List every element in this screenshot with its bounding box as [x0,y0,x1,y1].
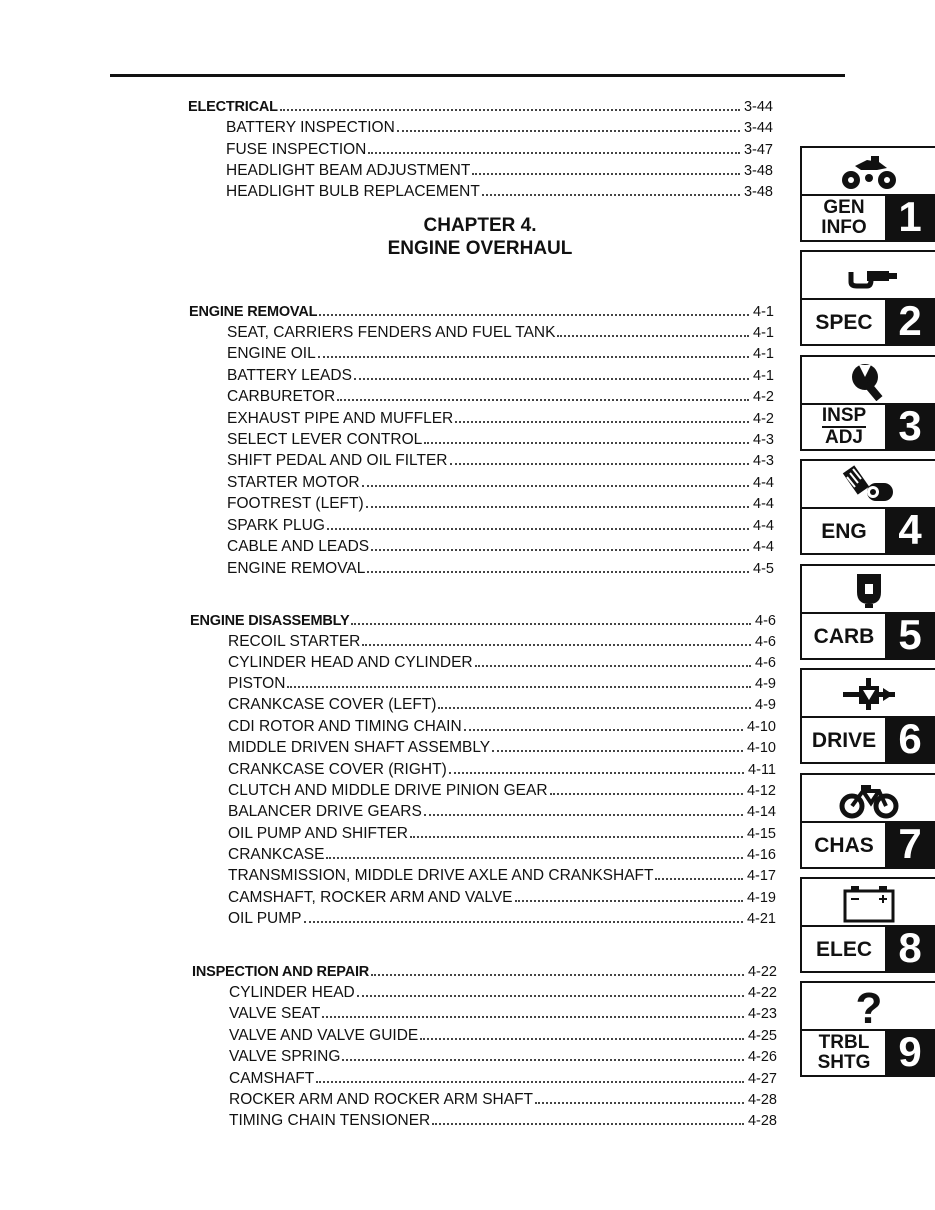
toc-heading-engine-disassembly[interactable] [190,603,776,629]
toc-item-title: ROCKER ARM AND ROCKER ARM SHAFT [229,1091,534,1108]
tab-label-area [802,298,935,344]
tab-icon-area [802,670,935,718]
toc-page: 4-14 [746,804,776,820]
chapter-tab-eng[interactable] [800,459,935,555]
toc-page: 4-9 [755,697,776,713]
toc-item[interactable] [226,174,773,200]
leader-dots [557,315,749,337]
toc-page: 4-12 [746,783,776,799]
toc-page: 4-28 [747,1113,777,1129]
toc-heading-title: ENGINE DISASSEMBLY [190,613,350,629]
drive-icon [837,674,901,714]
toc-page: 4-28 [747,1092,777,1108]
tab-number: 6 [885,716,935,762]
toc-heading-inspection-repair[interactable] [192,954,777,980]
toc-page: 4-16 [746,847,776,863]
tab-number: 8 [885,925,935,971]
leader-dots [397,110,740,132]
tab-label: GEN INFO [821,197,867,238]
leader-dots [354,358,749,380]
tab-number: 1 [885,194,935,240]
chapter-name: ENGINE OVERHAUL [387,238,573,259]
leader-dots [326,837,743,859]
leader-dots [337,379,749,401]
toc-heading-electrical[interactable] [188,89,773,115]
tab-label: ELEC [815,937,872,961]
leader-dots [535,1082,744,1104]
leader-dots [464,709,743,731]
toc-page: 4-6 [755,634,776,650]
toc-item[interactable] [229,1103,777,1129]
chapter-tab-trbl-shtg[interactable] [800,981,935,1077]
leader-dots [280,89,740,111]
leader-dots [322,996,744,1018]
toc-item[interactable] [229,996,777,1022]
leader-dots [450,443,750,465]
toc-page: 4-22 [747,964,777,980]
leader-dots [316,1061,744,1083]
leader-dots [342,1039,744,1061]
toc-item[interactable] [228,645,776,671]
toc-page: 4-2 [753,389,774,405]
leader-dots [492,730,743,752]
toc-item-title: FOOTREST (LEFT) [227,495,364,512]
tab-number: 7 [885,821,935,867]
toc-item-title: TIMING CHAIN TENSIONER [229,1112,431,1129]
tab-label-area [802,821,935,867]
toc-page: 4-15 [746,826,776,842]
tab-label: DRIVE [811,728,877,752]
toc-item-title: HEADLIGHT BULB REPLACEMENT [226,183,480,200]
tab-label: CARB [813,624,875,648]
toc-item-title: CLUTCH AND MIDDLE DRIVE PINION GEAR [228,782,548,799]
leader-dots [367,551,749,573]
toc-page: 3-48 [743,163,773,179]
toc-page: 4-23 [747,1006,777,1022]
toc-page: 3-48 [743,184,773,200]
toc-page: 4-10 [746,740,776,756]
toc-page: 4-26 [747,1049,777,1065]
toc-page: 3-47 [743,142,773,158]
toc-item[interactable] [228,752,776,778]
toc-item[interactable] [227,422,774,448]
toc-heading-title: ENGINE REMOVAL [189,304,318,320]
tab-label: SPEC [815,310,873,334]
leader-dots [351,603,751,625]
leader-dots [455,401,749,423]
toc-item-title: CRANKCASE [228,846,325,863]
toc-page: 4-9 [755,676,776,692]
toc-item-title: CABLE AND LEADS [227,538,370,555]
leader-dots [475,645,751,667]
leader-dots [515,880,743,902]
toc-item-title: ENGINE REMOVAL [227,560,366,577]
toc-page: 4-17 [746,868,776,884]
leader-dots [304,901,743,923]
tab-number: 5 [885,612,935,658]
chapter-number: CHAPTER 4. [423,215,537,236]
chapter-tab-elec[interactable] [800,877,935,973]
toc-item-title: VALVE SEAT [229,1005,321,1022]
toc-page: 4-6 [755,655,776,671]
toc-page: 4-4 [753,475,774,491]
tab-label: ENG [821,519,867,543]
tab-icon-area [802,461,935,509]
toc-item-title: BALANCER DRIVE GEARS [228,803,422,820]
toc-item-title: EXHAUST PIPE AND MUFFLER [227,410,454,427]
chapter-title [300,214,660,260]
tab-label: CHAS [814,833,874,857]
toc-item[interactable] [227,508,774,534]
toc-item-title: VALVE AND VALVE GUIDE [229,1027,419,1044]
toc-item[interactable] [227,443,774,469]
toc-item[interactable] [229,1061,777,1087]
toc-page: 4-4 [753,539,774,555]
toc-item-title: CRANKCASE COVER (LEFT) [228,696,437,713]
toc-item[interactable] [228,901,776,927]
toc-page: 4-5 [753,561,774,577]
toc-page: 4-19 [746,890,776,906]
leader-dots [655,858,742,880]
toc-item-title: VALVE SPRING [229,1048,341,1065]
toc-item-title: CRANKCASE COVER (RIGHT) [228,761,447,778]
toc-item-title: HEADLIGHT BEAM ADJUSTMENT [226,162,471,179]
toc-page: 4-22 [747,985,777,1001]
toc-item-title: STARTER MOTOR [227,474,360,491]
toc-item-title: CARBURETOR [227,388,336,405]
toc-page: 4-27 [747,1071,777,1087]
toc-item[interactable] [229,1039,777,1065]
toc-item-title: FUSE INSPECTION [226,141,367,158]
leader-dots [472,153,740,175]
toc-item[interactable] [228,794,776,820]
toc-heading-title: INSPECTION AND REPAIR [192,964,370,980]
toc-page: 4-10 [746,719,776,735]
tab-label-area [802,612,935,658]
toc-item[interactable] [227,336,774,362]
toc-item-title: SPARK PLUG [227,517,325,534]
toc-page: 4-11 [748,762,776,778]
leader-dots [366,486,749,508]
tab-label: TRBL SHTG [817,1032,871,1073]
chapter-tab-drive[interactable] [800,668,935,764]
toc-item[interactable] [227,551,774,577]
toc-item-title: SHIFT PEDAL AND OIL FILTER [227,452,448,469]
tab-number: 2 [885,298,935,344]
toc-page: 4-1 [753,346,774,362]
chapter-tab-insp-adj[interactable] [800,355,935,451]
toc-item[interactable] [228,687,776,713]
chapter-tab-spec[interactable] [800,250,935,346]
atv-icon [837,152,901,192]
toc-item-title: SEAT, CARRIERS FENDERS AND FUEL TANK [227,324,556,341]
svg-text:?: ? [855,985,882,1029]
toc-page: 4-1 [753,368,774,384]
leader-dots [357,975,744,997]
toc-item[interactable] [227,401,774,427]
tab-label-area [802,925,935,971]
toc-item[interactable] [227,379,774,405]
toc-item[interactable] [228,624,776,650]
leader-dots [449,752,744,774]
toc-item-title: RECOIL STARTER [228,633,361,650]
toc-item[interactable] [227,529,774,555]
toc-item-title: OIL PUMP AND SHIFTER [228,825,409,842]
tab-number: 3 [885,403,935,449]
toc-item[interactable] [228,666,776,692]
tab-number: 9 [885,1029,935,1075]
tab-icon-area [802,879,935,927]
toc-item[interactable] [228,880,776,906]
leader-dots [318,336,749,358]
toc-item-title: BATTERY INSPECTION [226,119,395,136]
leader-dots [362,624,751,646]
tab-icon-area [802,566,935,614]
leader-dots [438,687,751,709]
toc-item[interactable] [226,132,773,158]
leader-dots [550,773,743,795]
tab-icon-area [802,983,935,1031]
toc-item[interactable] [229,1018,777,1044]
tab-label-area [802,194,935,240]
leader-dots [424,422,749,444]
toc-item-title: TRANSMISSION, MIDDLE DRIVE AXLE AND CRANKSHAFT [228,867,654,884]
wrench-gauge-icon [837,256,901,296]
toc-item[interactable] [227,465,774,491]
toc-item[interactable] [228,816,776,842]
toc-page: 4-3 [753,432,774,448]
toc-page: 4-4 [753,496,774,512]
toc-item-title: OIL PUMP [228,910,302,927]
toc-item[interactable] [226,153,773,179]
toc-item-title: CYLINDER HEAD AND CYLINDER [228,654,473,671]
toc-page: 4-4 [753,518,774,534]
leader-dots [420,1018,744,1040]
tab-icon-area [802,775,935,823]
carburetor-icon [837,570,901,610]
toc-item-title: BATTERY LEADS [227,367,352,384]
toc-item[interactable] [228,773,776,799]
tab-label-area [802,507,935,553]
leader-dots [368,132,740,154]
tab-label: INSP ADJ [821,405,867,448]
toc-page: 3-44 [743,99,773,115]
leader-dots [432,1103,744,1125]
toc-item[interactable] [228,709,776,735]
toc-item[interactable] [228,730,776,756]
toc-heading-engine-removal[interactable] [189,294,774,320]
leader-dots [287,666,751,688]
toc-item[interactable] [227,486,774,512]
battery-icon [837,883,901,923]
chapter-tab-carb[interactable] [800,564,935,660]
toc-item[interactable] [227,315,774,341]
toc-item[interactable] [229,1082,777,1108]
toc-page: 4-21 [746,911,776,927]
tab-icon-area [802,148,935,196]
toc-page: 4-3 [753,453,774,469]
toc-item-title: CAMSHAFT [229,1070,315,1087]
leader-dots [327,508,749,530]
question-icon [837,985,901,1029]
leader-dots [424,794,743,816]
toc-item[interactable] [227,358,774,384]
wrench-icon [837,361,901,401]
tab-label-area [802,1029,935,1075]
toc-page: 4-1 [753,325,774,341]
toc-item-title: CYLINDER HEAD [229,984,355,1001]
toc-item-title: CDI ROTOR AND TIMING CHAIN [228,718,462,735]
leader-dots [482,174,740,196]
toc-item-title: CAMSHAFT, ROCKER ARM AND VALVE [228,889,513,906]
toc-page: 4-1 [753,304,774,320]
toc-item-title: MIDDLE DRIVEN SHAFT ASSEMBLY [228,739,491,756]
toc-item-title: ENGINE OIL [227,345,316,362]
leader-dots [319,294,749,316]
toc-heading-title: ELECTRICAL [188,99,278,115]
toc-item[interactable] [228,858,776,884]
tab-label-area [802,403,935,449]
engine-icon [837,465,901,505]
toc-page: 4-25 [747,1028,777,1044]
leader-dots [410,816,743,838]
tab-icon-area [802,357,935,405]
toc-item[interactable] [229,975,777,1001]
chassis-icon [837,779,901,819]
toc-item-title: PISTON [228,675,286,692]
toc-item[interactable] [226,110,773,136]
toc-item[interactable] [228,837,776,863]
leader-dots [371,954,744,976]
tab-icon-area [802,252,935,300]
chapter-tab-gen-info[interactable] [800,146,935,242]
tab-label-area [802,716,935,762]
tab-number: 4 [885,507,935,553]
toc-page: 4-6 [755,613,776,629]
chapter-tab-chas[interactable] [800,773,935,869]
toc-item-title: SELECT LEVER CONTROL [227,431,423,448]
toc-page: 3-44 [743,120,773,136]
leader-dots [371,529,749,551]
toc-page: 4-2 [753,411,774,427]
leader-dots [362,465,749,487]
